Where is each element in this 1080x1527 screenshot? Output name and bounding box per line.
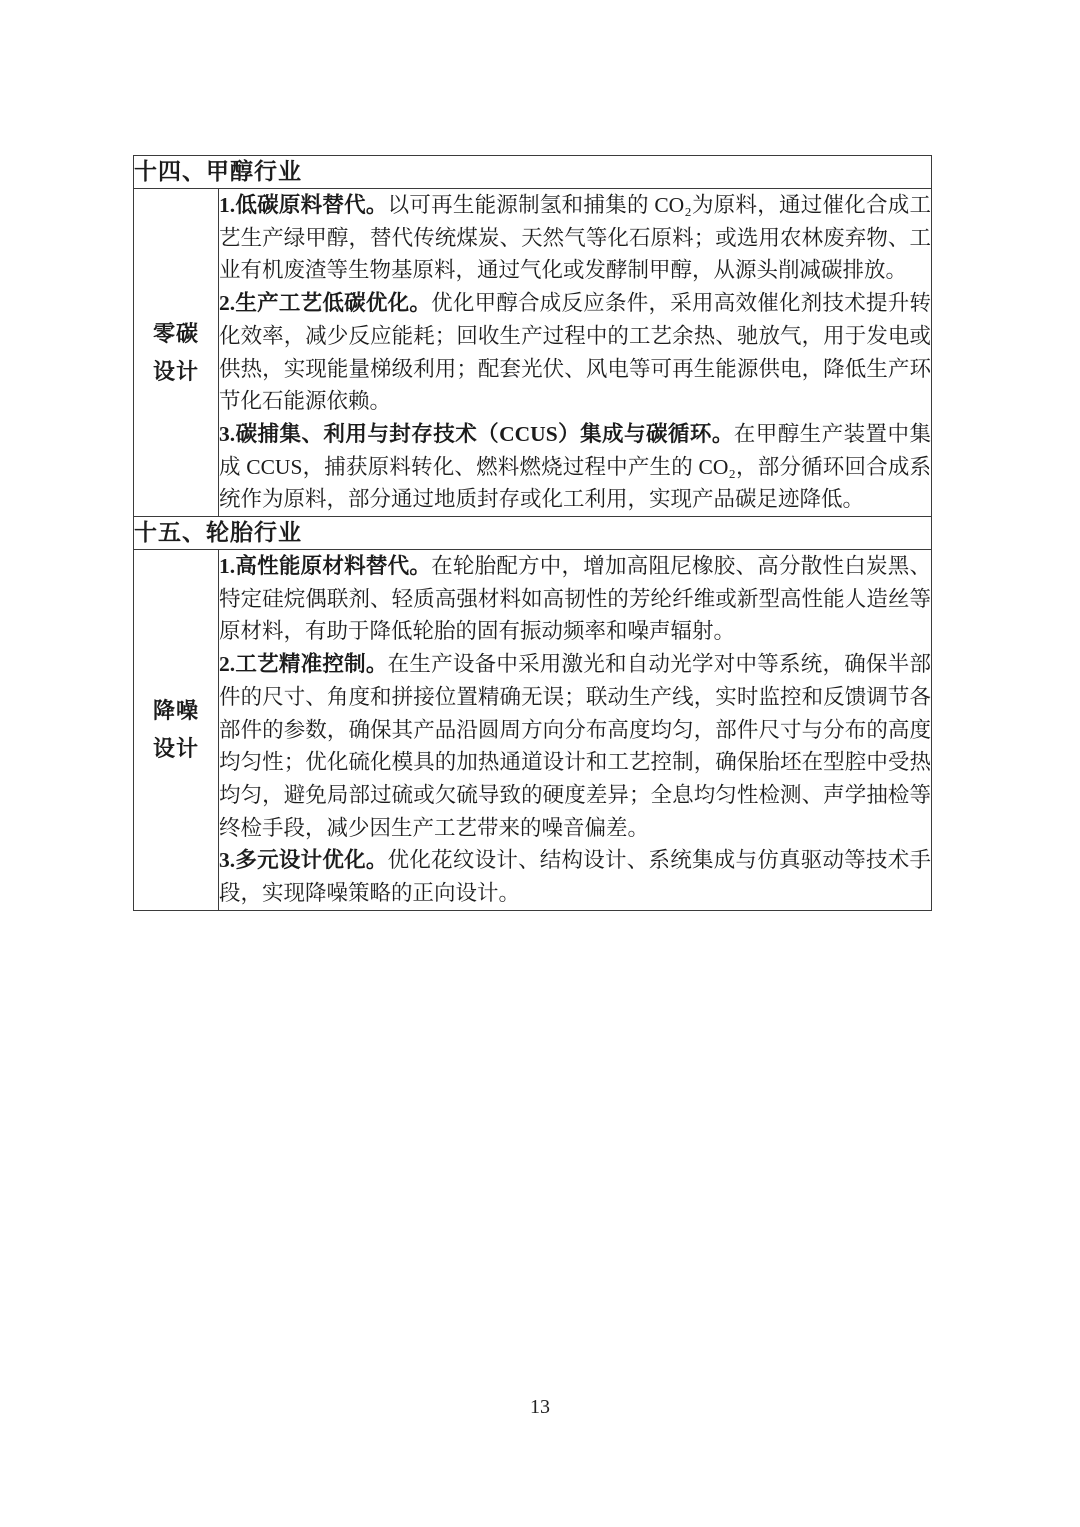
paragraph-body: 在生产设备中采用激光和自动光学对中等系统，确保半部件的尺寸、角度和拼接位置精确无误；联动生产线，实时监控和反馈调节各部件的参数，确保其产品沿圆周方向分布高度均匀，部件尺寸与分布的高度均匀性；优化硫化模具的加热通道设计和工艺控制，确保胎坯在型腔中受热均匀，避免局部过硫或欠硫导致的硬度差异；全息均匀性检测、声学抽检等终检手段，减少因生产工艺带来的噪音偏差。	[219, 652, 931, 840]
paragraph-lead: 3.多元设计优化。	[219, 848, 388, 873]
industry-measures-table	[133, 155, 932, 911]
table-row	[134, 550, 932, 911]
paragraph-ccus-integration	[219, 418, 931, 516]
row-label-noise-reduction-design	[134, 550, 219, 911]
row-label-zero-carbon-design	[134, 189, 219, 517]
paragraph-body: 以可再生能源制氢和捕集的 CO₂为原料，通过催化合成工艺生产绿甲醇，替代传统煤炭、天然气等化石原料；或选用农林废弃物、工业有机废渣等生物基原料，通过气化或发酵制甲醇，从源头削减碳排放。	[219, 193, 931, 283]
row-label-line: 设计	[152, 735, 199, 761]
paragraph-precision-process-control	[219, 648, 931, 844]
paragraph-lead: 1.高性能原材料替代。	[219, 554, 432, 579]
paragraph-body: 在轮胎配方中，增加高阻尼橡胶、高分散性白炭黑、特定硅烷偶联剂、轻质高强材料如高韧性的芳纶纤维或新型高性能人造丝等原材料，有助于降低轮胎的固有振动频率和噪声辐射。	[219, 554, 931, 644]
measures-cell-tire	[219, 550, 932, 911]
paragraph-lead: 2.生产工艺低碳优化。	[219, 291, 432, 316]
table-row	[134, 517, 932, 550]
paragraph-lead: 1.低碳原料替代。	[219, 193, 388, 217]
paragraph-material-substitution	[219, 550, 931, 648]
paragraph-multi-design-optimization	[219, 844, 931, 909]
section-header-methanol-industry: 十四、甲醇行业	[134, 156, 932, 189]
table-row	[134, 156, 932, 189]
paragraph-lead: 2.工艺精准控制。	[219, 652, 388, 677]
paragraph-process-optimization	[219, 287, 931, 418]
table-row	[134, 189, 932, 517]
paragraph-lead: 3.碳捕集、利用与封存技术（CCUS）集成与碳循环。	[219, 421, 734, 446]
paragraph-body: 优化甲醇合成反应条件，采用高效催化剂技术提升转化效率，减少反应能耗；回收生产过程中的工艺余热、驰放气，用于发电或供热，实现能量梯级利用；配套光伏、风电等可再生能源供电，降低生产环节化石能源依赖。	[219, 291, 931, 414]
paragraph-low-carbon-feedstock	[219, 189, 931, 287]
page-number: 13	[530, 1396, 550, 1418]
row-label-line: 零碳	[152, 320, 199, 346]
row-label-line: 降噪	[152, 697, 199, 723]
section-header-tire-industry: 十五、轮胎行业	[134, 517, 932, 550]
measures-cell-methanol	[219, 189, 932, 517]
row-label-line: 设计	[152, 358, 199, 384]
paragraph-body: 优化花纹设计、结构设计、系统集成与仿真驱动等技术手段，实现降噪策略的正向设计。	[219, 848, 931, 906]
paragraph-body: 在甲醇生产装置中集成 CCUS，捕获原料转化、燃料燃烧过程中产生的 CO₂，部分循环回合成系统作为原料，部分通过地质封存或化工利用，实现产品碳足迹降低。	[219, 421, 931, 512]
